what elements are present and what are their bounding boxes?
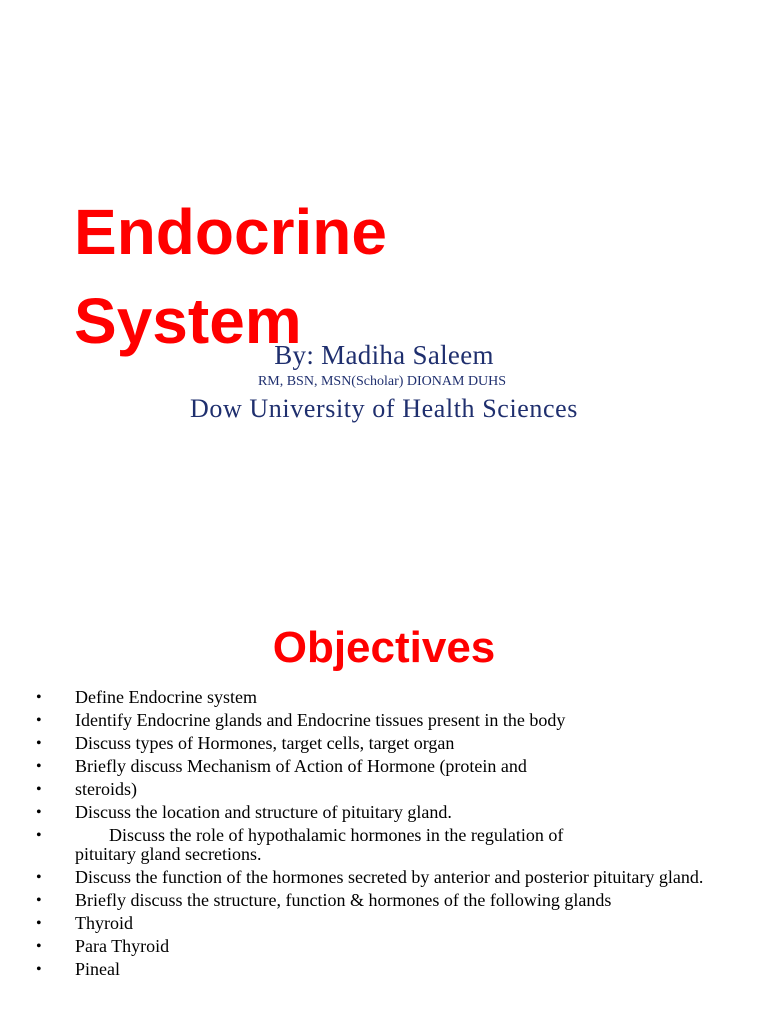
author-credentials: RM, BSN, MSN(Scholar) DIONAM DUHS [257, 374, 507, 389]
bullet-icon: • [36, 735, 42, 752]
objectives-slide [0, 512, 768, 1024]
bullet-icon: • [36, 689, 42, 706]
objective-text: Thyroid [75, 913, 133, 933]
objectives-list [0, 688, 768, 983]
bullet-icon: • [36, 758, 42, 775]
objectives-heading: Objectives [272, 623, 496, 672]
objective-text: Para Thyroid [75, 936, 170, 956]
objective-text: Briefly discuss Mechanism of Action of Hormone (protein and [75, 756, 527, 776]
objective-item [0, 780, 768, 799]
bullet-icon: • [36, 892, 42, 909]
objective-text: Discuss the function of the hormones secreted by anterior and posterior pituitary gland. [75, 867, 704, 887]
title-line-1: Endocrine [74, 196, 387, 268]
objective-text: Discuss types of Hormones, target cells, target organ [75, 733, 455, 753]
objective-item [0, 826, 768, 864]
objective-text: Define Endocrine system [75, 687, 257, 707]
bullet-icon: • [36, 804, 42, 821]
objective-text: steroids) [75, 779, 137, 799]
objective-item [0, 688, 768, 707]
objective-item [0, 711, 768, 730]
bullet-icon: • [36, 938, 42, 955]
objective-text: Briefly discuss the structure, function & hormones of the following glands [75, 890, 612, 910]
objective-item [0, 960, 768, 979]
objective-item [0, 914, 768, 933]
objective-text: Discuss the location and structure of pituitary gland. [75, 802, 452, 822]
university-name: Dow University of Health Sciences [189, 394, 579, 423]
objective-text: Pineal [75, 959, 120, 979]
objective-text: Identify Endocrine glands and Endocrine tissues present in the body [75, 710, 566, 730]
objective-item [0, 891, 768, 910]
objective-text: Discuss the role of hypothalamic hormones in the regulation of [109, 825, 564, 845]
bullet-icon: • [36, 869, 42, 886]
objective-item [0, 937, 768, 956]
objective-item [0, 868, 768, 887]
objective-text-continued: pituitary gland secretions. [75, 844, 262, 864]
title-line-2: System [74, 285, 302, 357]
bullet-icon: • [36, 915, 42, 932]
objective-item [0, 734, 768, 753]
objective-item [0, 757, 768, 776]
bullet-icon: • [36, 712, 42, 729]
objective-item [0, 803, 768, 822]
bullet-icon: • [36, 961, 42, 978]
bullet-icon: • [36, 781, 42, 798]
bullet-icon: • [36, 827, 42, 844]
author-name: By: Madiha Saleem [274, 340, 494, 370]
